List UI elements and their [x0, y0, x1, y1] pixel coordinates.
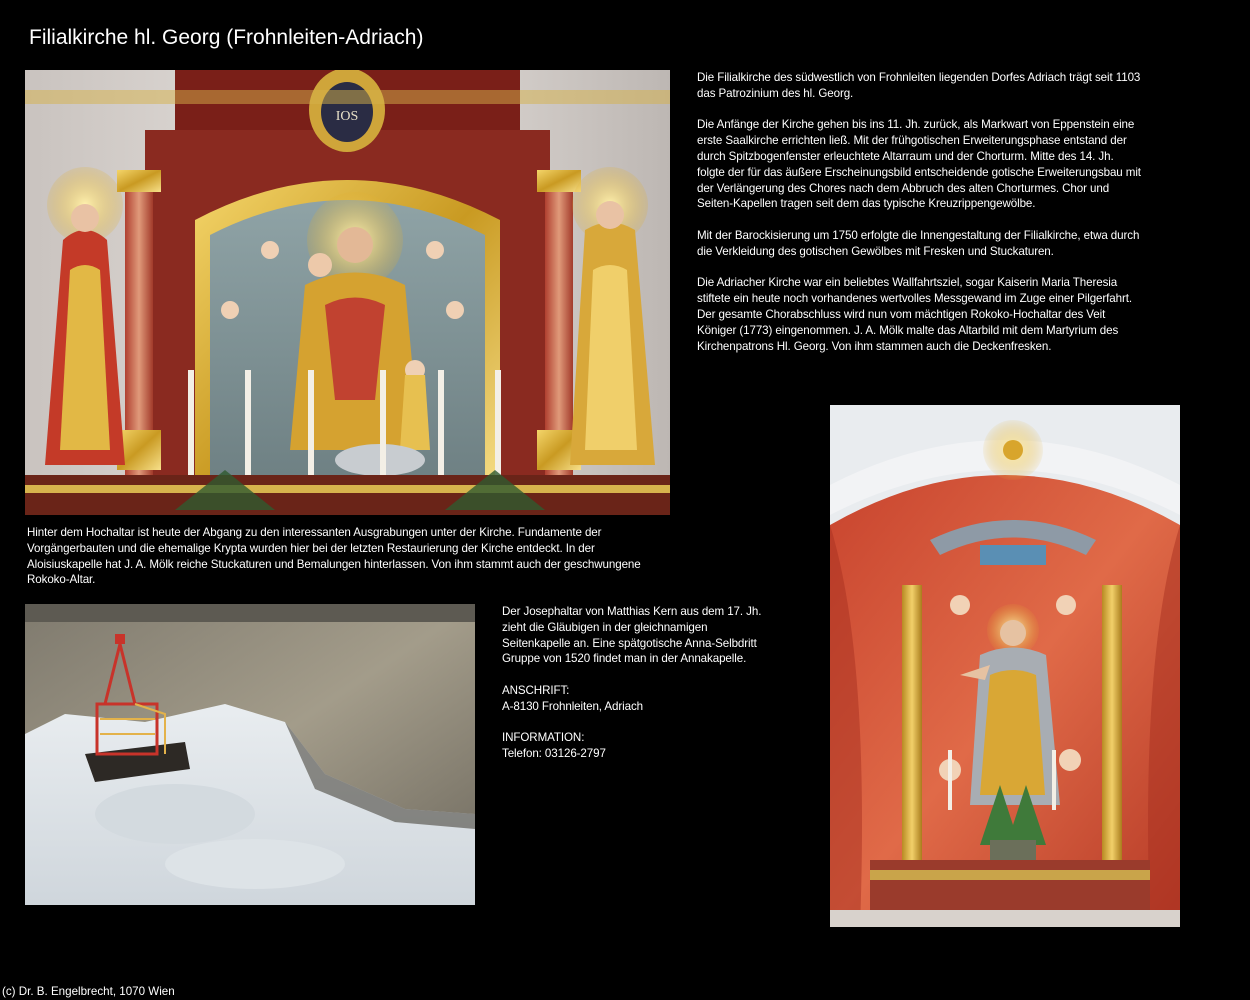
side-altar-photo: [830, 405, 1180, 927]
side-info: [502, 604, 767, 762]
altar-photo: [25, 70, 670, 515]
josephaltar-paragraph: Der Josephaltar von Matthias Kern aus dem 17. Jh. zieht die Gläubigen in der gleichnamigen Seitenkapelle an. Eine spätgotische Anna-Selbdritt Gruppe von 1520 findet man in der Annakapelle.: [502, 605, 762, 666]
altar-caption: [27, 525, 652, 588]
phone-number: Telefon: 03126-2797: [502, 747, 606, 761]
address-block: [502, 683, 767, 715]
excavation-paragraph: Hinter dem Hochaltar ist heute der Abgang zu den interessanten Ausgrabungen unter der Kirche. Fundamente der Vorgängerbauten und die ehemalige Krypta wurden hier bei der letzten Restaurierung der Kirche entdeckt. In der Aloisiuskapelle hat J. A. Mölk reiche Stuckaturen und Bemalungen hinterlassen. Von ihm stammt auch der geschwungene Rokoko-Altar.: [27, 526, 641, 587]
address-label: ANSCHRIFT:: [502, 683, 570, 697]
crypt-excavation-photo: [25, 604, 475, 905]
page-title: Filialkirche hl. Georg (Frohnleiten-Adriach): [29, 26, 424, 49]
copyright-footer: (c) Dr. B. Engelbrecht, 1070 Wien: [2, 985, 175, 998]
intro-paragraph-1: Die Filialkirche des südwestlich von Frohnleiten liegenden Dorfes Adriach trägt seit 1103 das Patrozinium des hl. Georg.: [697, 71, 1141, 100]
intro-paragraph-3: Mit der Barockisierung um 1750 erfolgte die Innengestaltung der Filialkirche, etwa durch die Verkleidung des gotischen Gewölbes mit Fresken und Stuckaturen.: [697, 228, 1140, 258]
svg-text:IOS: IOS: [335, 109, 359, 124]
intro-text: [697, 70, 1142, 354]
address-value: A-8130 Frohnleiten, Adriach: [502, 699, 644, 713]
info-label: INFORMATION:: [502, 731, 585, 745]
intro-paragraph-4: Die Adriacher Kirche war ein beliebtes Wallfahrtsziel, sogar Kaiserin Maria Theresia stiftete ein heute noch vorhandenes wertvolles Messgewand im Zuge einer Pilgerfahrt. Der gesamte Chorabschluss wird nun vom mächtigen Rokoko-Hochaltar des Veit Königer (1773) eingenommen. J. A. Mölk malte das Altarbild mit dem Martyrium des Kirchenpatrons Hl. Georg. Von ihm stammen auch die Deckenfresken.: [697, 276, 1132, 353]
intro-paragraph-2: Die Anfänge der Kirche gehen bis ins 11. Jh. zurück, als Markwart von Eppenstein eine erste Saalkirche errichten ließ. Mit der frühgotischen Erweiterungsphase entstand der durch Spitzbogenfenster erleuchtete Altarraum und der Chorturm. Mitte des 14. Jh. folgte der für das äußere Erscheinungsbild entscheidende gotische Erweiterungsbau mit der Verlängerung des Chores nach dem Abbruch des alten Chorturmes. Chor und Seiten-Kapellen tragen seit dem das typische Kreuzrippengewölbe.: [697, 118, 1141, 211]
info-block: [502, 730, 767, 762]
